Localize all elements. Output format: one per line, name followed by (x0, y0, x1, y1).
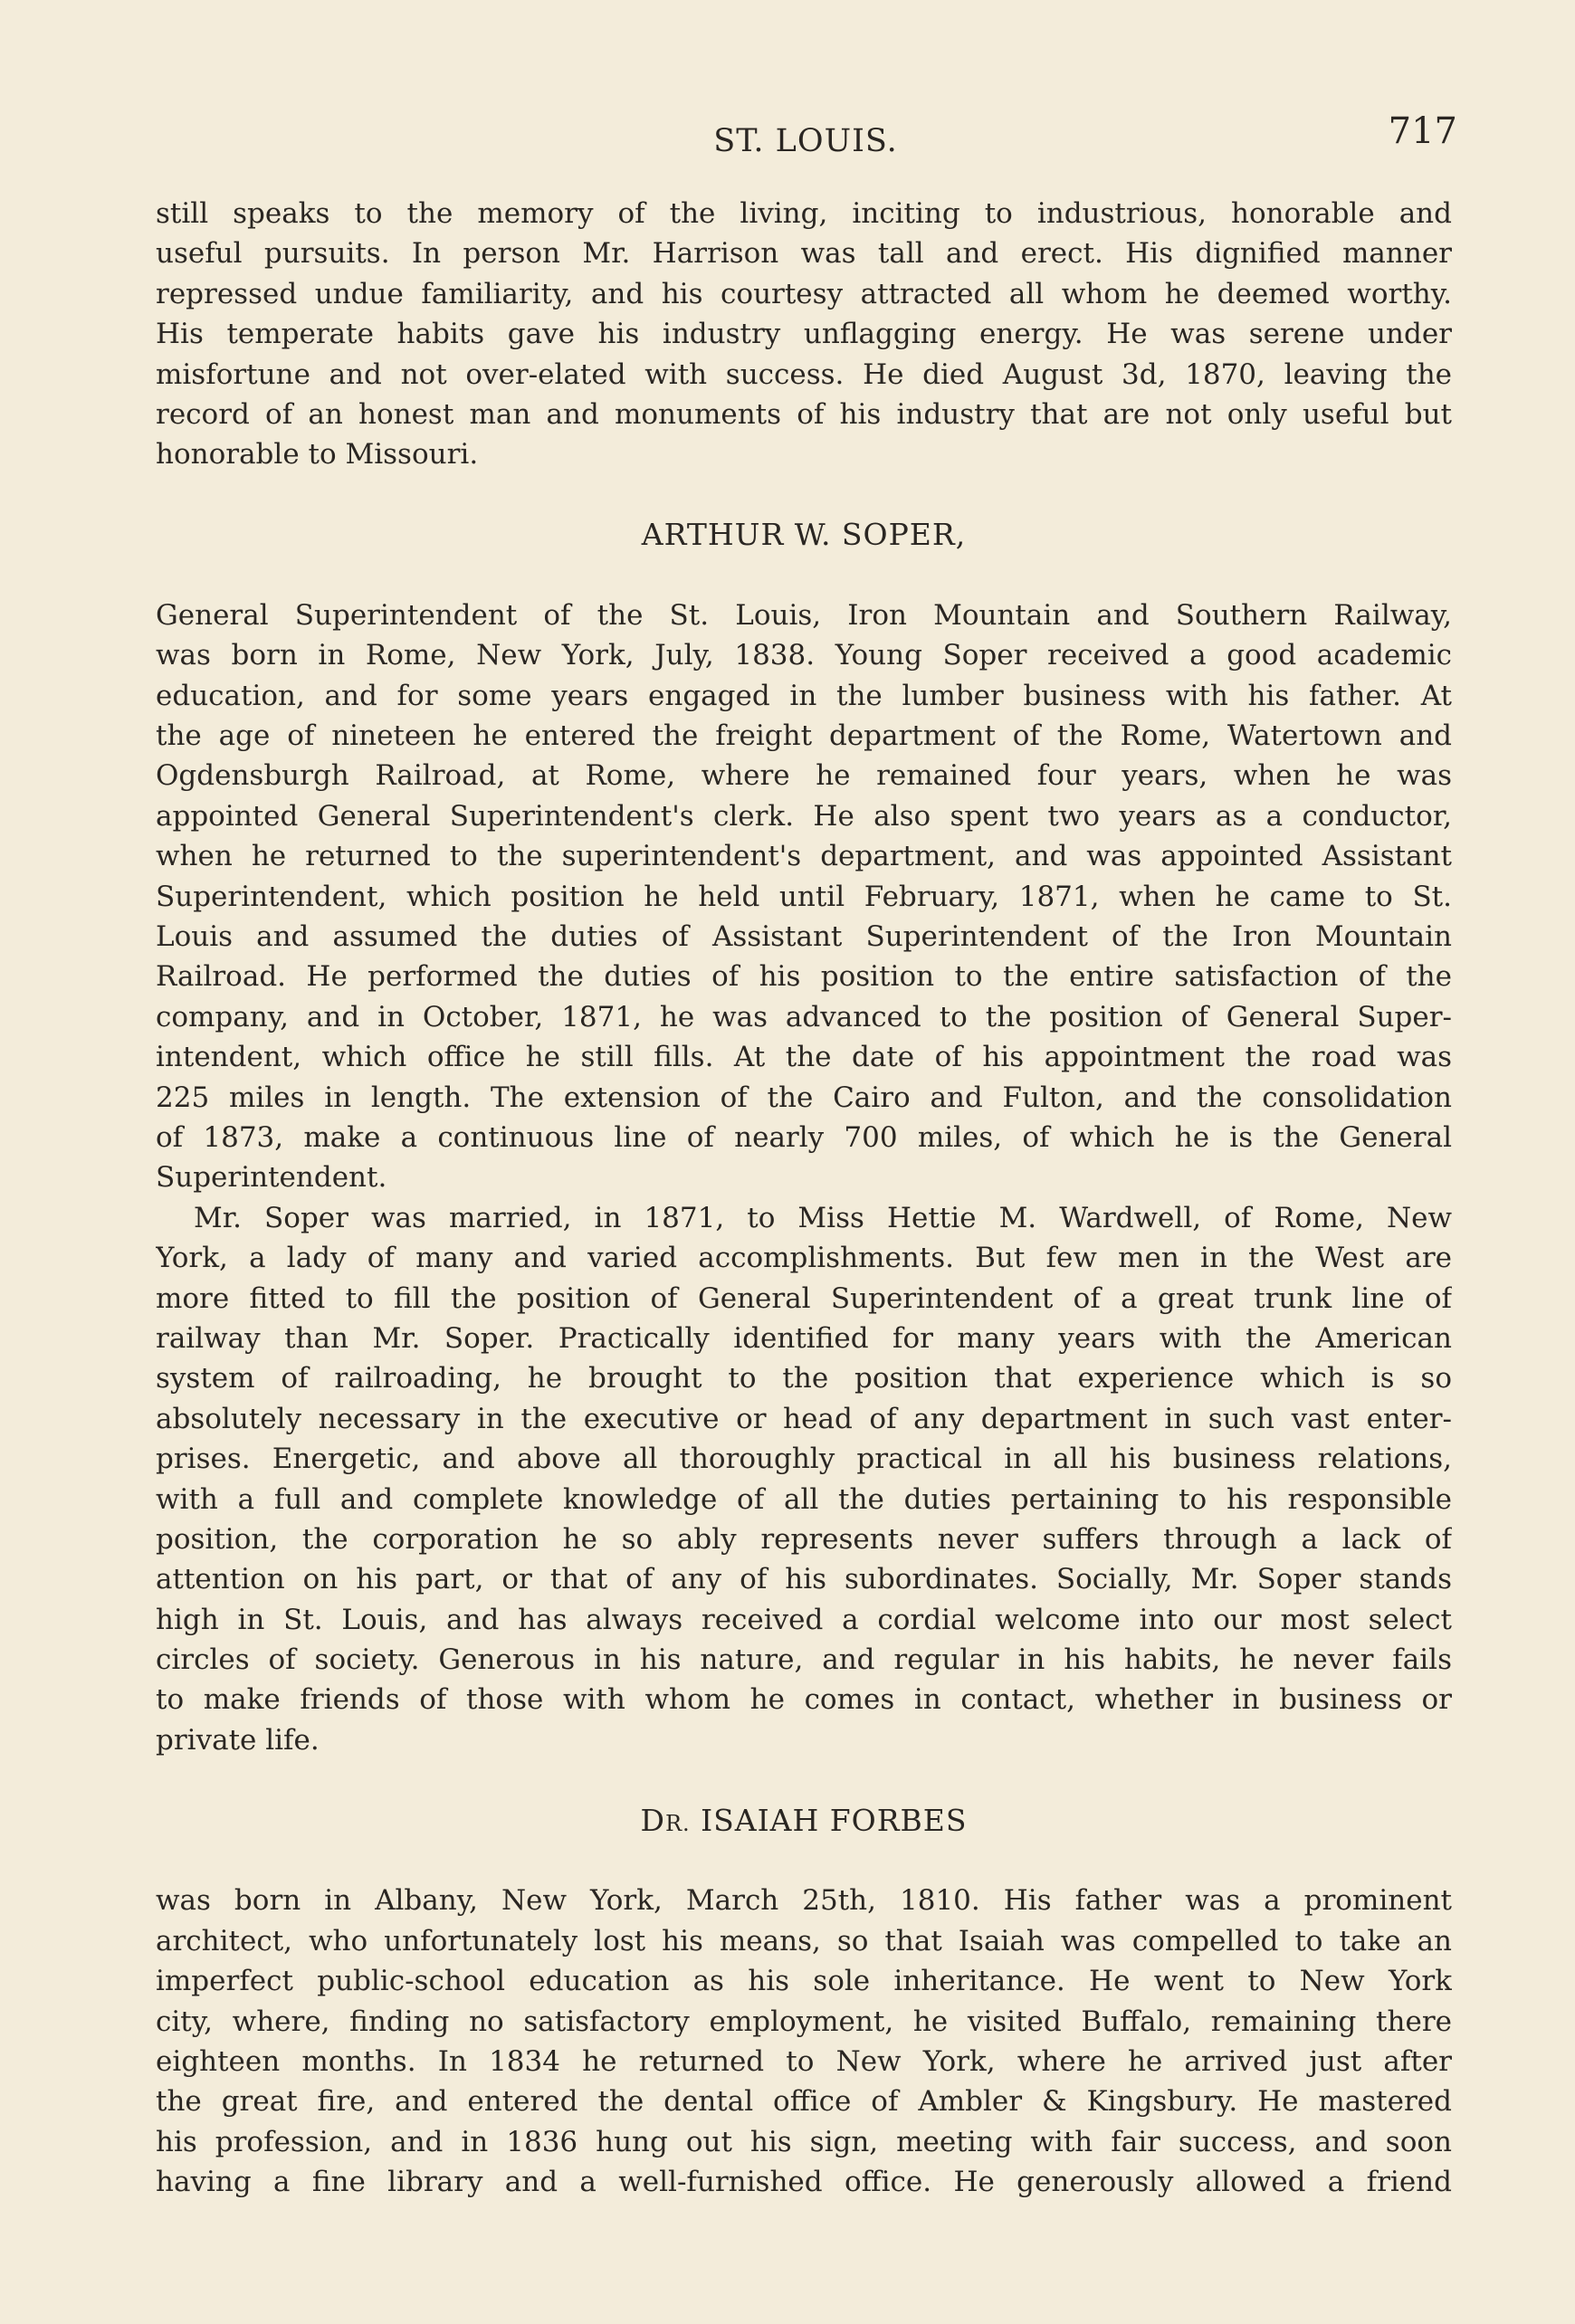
text-line: Superintendent, which position he held until February, 1871, when he came to St. (156, 880, 1452, 913)
text-line: when he returned to the superintendent's department, and was appointed Assistant (156, 840, 1452, 873)
text-line: 225 miles in length. The extension of the Cairo and Fulton, and the consolidation (156, 1081, 1452, 1114)
text-line: Louis and assumed the duties of Assistant Superintendent of the Iron Mountain (156, 920, 1452, 954)
text-line: the great fire, and entered the dental office of Ambler & Kingsbury. He mastered (156, 2085, 1452, 2119)
text-line: prises. Energetic, and above all thoroughly practical in all his business relations, (156, 1443, 1452, 1476)
text-line: imperfect public-school education as his sole inheritance. He went to New York (156, 1965, 1452, 1998)
soper-paragraph-2 (156, 1198, 1452, 1760)
heading-prefix-small: R. (664, 1810, 691, 1836)
text-line: was born in Albany, New York, March 25th, 1810. His father was a prominent (156, 1884, 1452, 1918)
text-line: Railroad. He performed the duties of his position to the entire satisfaction of the (156, 960, 1452, 994)
text-line: record of an honest man and monuments of his industry that are not only useful but (156, 397, 1452, 431)
text-line: railway than Mr. Soper. Practically identified for many years with the American (156, 1321, 1452, 1355)
text-line: General Superintendent of the St. Louis, Iron Mountain and Southern Railway, (156, 598, 1452, 632)
section-heading-soper: ARTHUR W. SOPER, (641, 517, 967, 553)
text-line: more fitted to fill the position of General Superintendent of a great trunk line of (156, 1281, 1452, 1315)
forbes-paragraph (156, 1881, 1452, 2202)
body-text (156, 194, 1452, 2203)
running-head: ST. LOUIS. (713, 123, 898, 159)
text-line: high in St. Louis, and has always received a cordial welcome into our most select (156, 1603, 1452, 1636)
text-line: circles of society. Generous in his nature, and regular in his habits, he never fails (156, 1643, 1452, 1677)
text-line: York, a lady of many and varied accomplishments. But few men in the West are (156, 1242, 1452, 1275)
intro-paragraph (156, 194, 1452, 475)
text-line: city, where, finding no satisfactory employment, he visited Buffalo, remaining there (156, 2005, 1452, 2038)
page-number: 717 (1388, 110, 1457, 152)
text-line: to make friends of those with whom he comes in contact, whether in business or (156, 1683, 1452, 1717)
text-line: intendent, which office he still fills. At the date of his appointment the road was (156, 1041, 1452, 1074)
section-heading-forbes (156, 1801, 1452, 1841)
text-line: His temperate habits gave his industry unflagging energy. He was serene under (156, 318, 1452, 351)
text-line: honorable to Missouri. (156, 438, 479, 471)
heading-name: ISAIAH FORBES (690, 1802, 968, 1838)
text-line: misfortune and not over-elated with success. He died August 3d, 1870, leaving the (156, 357, 1452, 391)
text-line: architect, who unfortunately lost his means, so that Isaiah was compelled to take an (156, 1924, 1452, 1957)
text-line: attention on his part, or that of any of his subordinates. Socially, Mr. Soper stands (156, 1563, 1452, 1596)
text-line: private life. (156, 1723, 320, 1757)
text-line: still speaks to the memory of the living, inciting to industrious, honorable and (156, 197, 1452, 230)
page-header (154, 107, 1457, 161)
soper-paragraph-1 (156, 595, 1452, 1198)
text-line: Ogdensburgh Railroad, at Rome, where he remained four years, when he was (156, 759, 1452, 793)
text-line: his profession, and in 1836 hung out his sign, meeting with fair success, and soon (156, 2125, 1452, 2158)
text-line: absolutely necessary in the executive or head of any department in such vast enter- (156, 1402, 1452, 1435)
text-line: eighteen months. In 1834 he returned to New York, where he arrived just after (156, 2044, 1452, 2078)
text-line: having a fine library and a well-furnished office. He generously allowed a friend (156, 2166, 1452, 2199)
text-line: Superintendent. (156, 1161, 387, 1195)
heading-prefix-initial: D (640, 1802, 665, 1838)
text-line: appointed General Superintendent's clerk. He also spent two years as a conductor, (156, 799, 1452, 833)
text-line: company, and in October, 1871, he was advanced to the position of General Super- (156, 1000, 1452, 1033)
text-line: repressed undue familiarity, and his courtesy attracted all whom he deemed worthy. (156, 277, 1452, 310)
text-line: was born in Rome, New York, July, 1838. Young Soper received a good academic (156, 639, 1452, 672)
text-line: useful pursuits. In person Mr. Harrison was tall and erect. His dignified manner (156, 237, 1452, 271)
text-line: Mr. Soper was married, in 1871, to Miss Hettie M. Wardwell, of Rome, New (194, 1201, 1452, 1234)
text-line: the age of nineteen he entered the freight department of the Rome, Watertown and (156, 719, 1452, 753)
text-line: position, the corporation he so ably represents never suffers through a lack of (156, 1522, 1452, 1556)
text-line: system of railroading, he brought to the position that experience which is so (156, 1362, 1452, 1395)
text-line: with a full and complete knowledge of all the duties pertaining to his responsible (156, 1482, 1452, 1516)
text-line: of 1873, make a continuous line of nearly 700 miles, of which he is the General (156, 1120, 1452, 1154)
text-line: education, and for some years engaged in the lumber business with his father. At (156, 679, 1452, 712)
